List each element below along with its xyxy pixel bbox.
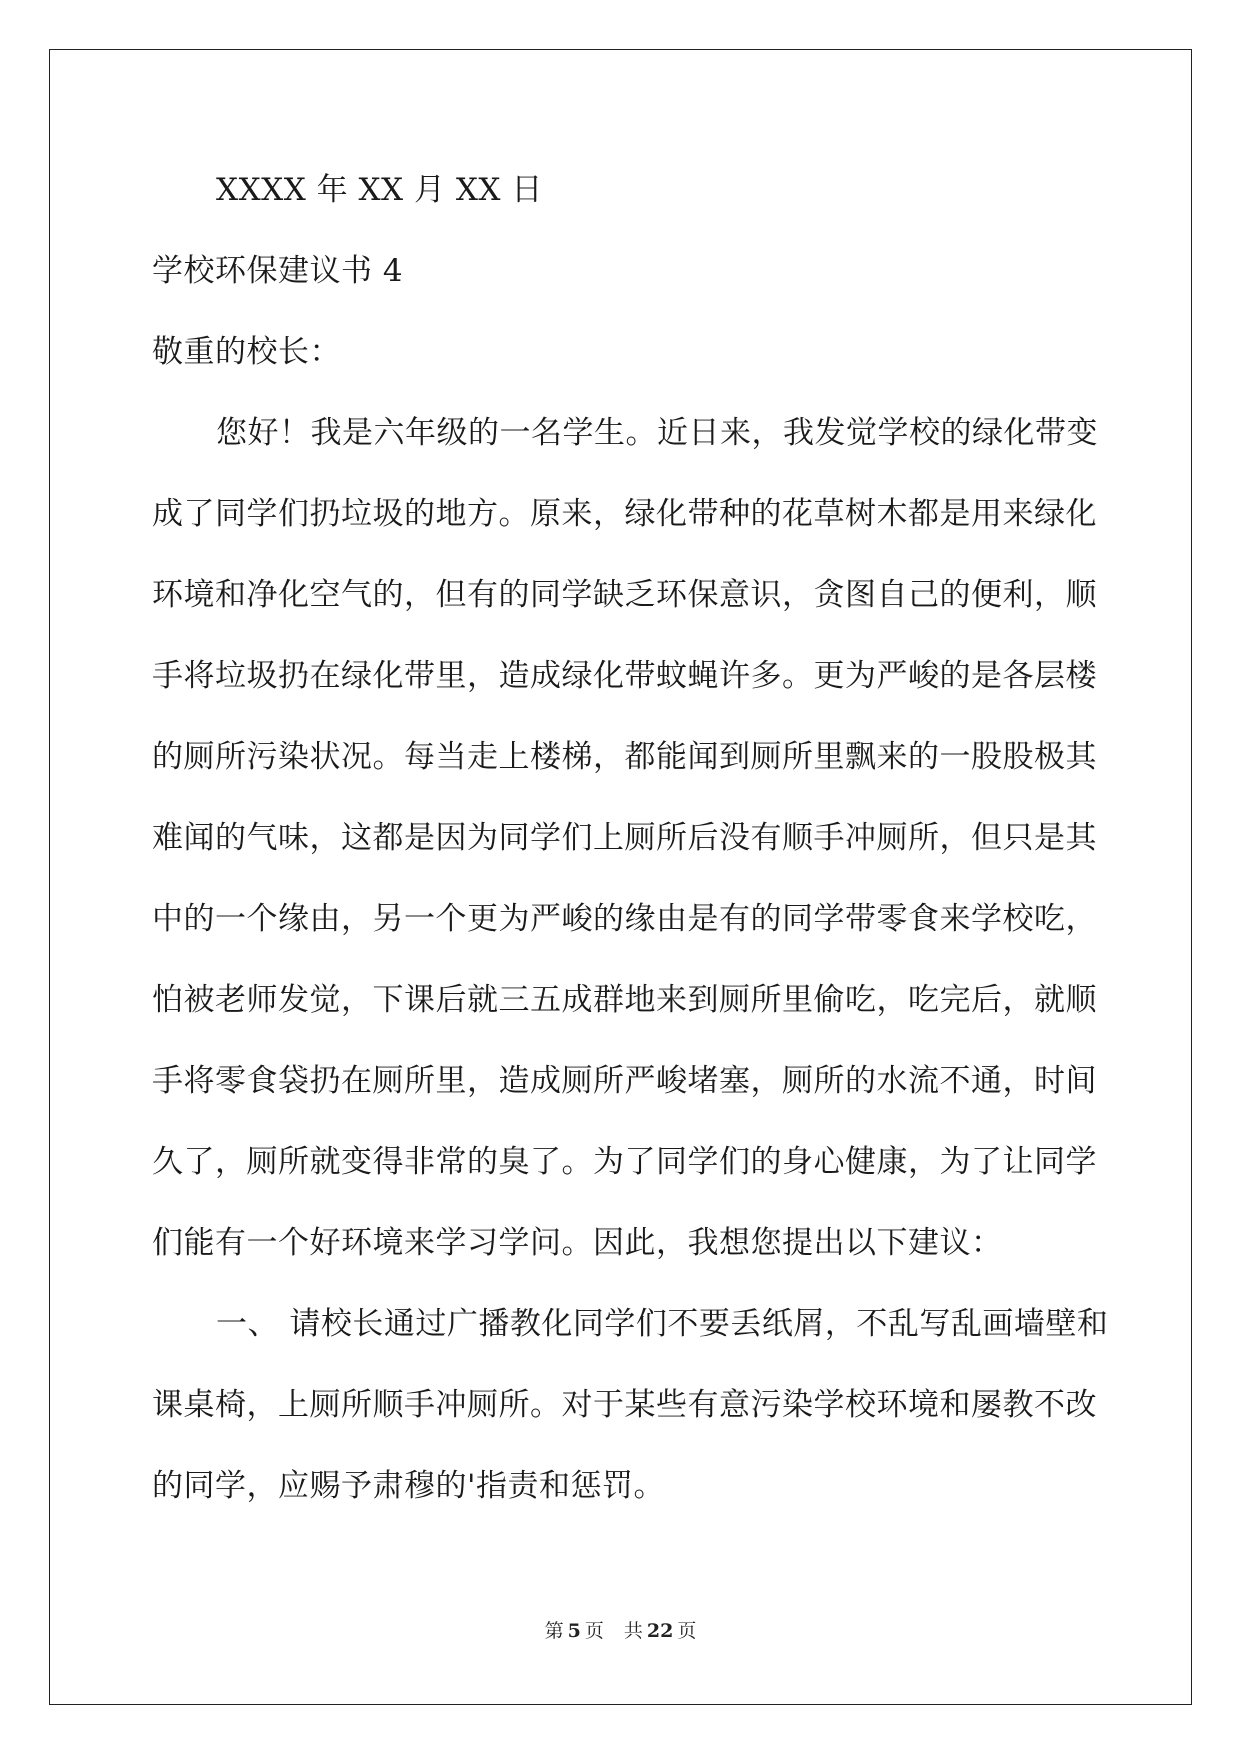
date-line: XXXX 年 XX 月 XX 日 — [216, 172, 543, 208]
paragraph-line: 的厕所污染状况。每当走上楼梯，都能闻到厕所里飘来的一股股极其 — [152, 739, 1097, 775]
page-total: 22 — [646, 1620, 674, 1642]
page-suffix: 页 — [584, 1620, 604, 1642]
document-heading: 学校环保建议书 4 — [152, 253, 404, 289]
page-current: 5 — [567, 1620, 581, 1642]
page-prefix: 第 — [544, 1620, 564, 1642]
paragraph-line: 手将垃圾扔在绿化带里，造成绿化带蚊蝇许多。更为严峻的是各层楼 — [152, 658, 1097, 694]
paragraph-2 — [152, 1302, 1109, 1545]
page-footer — [0, 1616, 1241, 1643]
paragraph-line: 中的一个缘由，另一个更为严峻的缘由是有的同学带零食来学校吃， — [152, 901, 1097, 937]
total-prefix: 共 — [623, 1620, 643, 1642]
paragraph-line: 您好！我是六年级的一名学生。近日来，我发觉学校的绿化带变 — [216, 415, 1098, 451]
paragraph-line: 一、 请校长通过广播教化同学们不要丢纸屑，不乱写乱画墙壁和 — [216, 1306, 1109, 1342]
paragraph-1 — [152, 411, 1098, 1302]
paragraph-line: 课桌椅，上厕所顺手冲厕所。对于某些有意污染学校环境和屡教不改 — [152, 1387, 1097, 1423]
paragraph-line: 难闻的气味，这都是因为同学们上厕所后没有顺手冲厕所，但只是其 — [152, 820, 1097, 856]
total-suffix: 页 — [677, 1620, 697, 1642]
document-body — [152, 168, 1109, 1545]
paragraph-line: 久了，厕所就变得非常的臭了。为了同学们的身心健康，为了让同学 — [152, 1144, 1097, 1180]
paragraph-line: 环境和净化空气的，但有的同学缺乏环保意识，贪图自己的便利，顺 — [152, 577, 1097, 613]
paragraph-line: 成了同学们扔垃圾的地方。原来，绿化带种的花草树木都是用来绿化 — [152, 496, 1097, 532]
paragraph-line: 怕被老师发觉，下课后就三五成群地来到厕所里偷吃，吃完后，就顺 — [152, 982, 1097, 1018]
paragraph-line: 们能有一个好环境来学习学问。因此，我想您提出以下建议： — [152, 1225, 1003, 1261]
paragraph-line: 的同学，应赐予肃穆的'指责和惩罚。 — [152, 1468, 666, 1504]
salutation: 敬重的校长： — [152, 334, 341, 370]
paragraph-line: 手将零食袋扔在厕所里，造成厕所严峻堵塞，厕所的水流不通，时间 — [152, 1063, 1097, 1099]
